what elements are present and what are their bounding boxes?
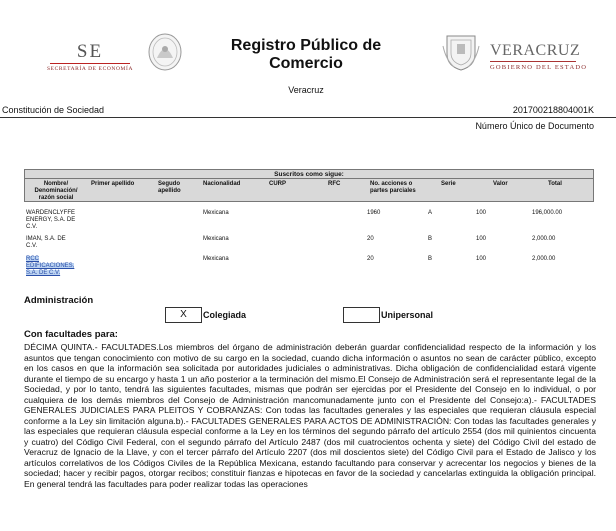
table-row	[26, 236, 66, 250]
veracruz-logo-name: VERACRUZ	[490, 42, 581, 59]
col-header-name-line: Nombre/	[43, 181, 69, 187]
veracruz-logo-divider	[490, 61, 576, 62]
col-header-name-line: Denominación/	[34, 188, 78, 194]
row-name-line: WARDENCLYFFE	[26, 210, 76, 216]
row-name-line: IMAN, S.A. DE	[26, 236, 66, 242]
row-shares: 1960	[367, 210, 381, 216]
col-header-shares	[370, 181, 416, 195]
se-logo-divider	[50, 63, 130, 64]
col-header-curp: CURP	[269, 181, 287, 187]
document-number-label: Número Único de Documento	[475, 121, 594, 131]
row-nationality: Mexicana	[203, 256, 229, 262]
col-header-name	[26, 181, 86, 202]
title-line-2: Comercio	[269, 55, 343, 72]
veracruz-logo-tagline: GOBIERNO DEL ESTADO	[490, 64, 588, 71]
col-header-shares-line: No. acciones o	[370, 181, 413, 187]
row-total: 2,000.00	[532, 236, 556, 242]
col-header-shares-line: partes parciales	[370, 188, 416, 194]
row-value: 100	[476, 210, 487, 216]
veracruz-coat-of-arms-icon	[442, 32, 480, 72]
row-name-line: C.V.	[26, 243, 38, 249]
row-name-line: S.A. DE C.V.	[26, 270, 61, 276]
state-name: Veracruz	[288, 85, 324, 95]
col-header-name-line: razón social	[38, 195, 74, 201]
collegiate-checkbox[interactable]: X	[165, 307, 202, 323]
veracruz-logo	[490, 42, 588, 71]
row-nationality: Mexicana	[203, 210, 229, 216]
powers-heading: Con facultades para:	[24, 329, 118, 340]
powers-text: DÉCIMA QUINTA.- FACULTADES.Los miembros del órgano de administración deberán guardar confidencialidad respecto de la información y los asuntos que tengan conocimiento con motivo de su cargo en la sociedad, cuando dicha información o asuntos no sean de carácter público, excepto en los casos en que la información sea solicitada por autoridades judiciales o administrativas. Dicha obligación de confidencialidad estará vigente durante el tiempo de su encargo y hasta 1 un año posterior a la terminación del mismo.El Consejo de Administración será el representante legal de la Sociedad, y por lo tanto, tendrá las siguientes facultades, mismas que podrán ser ejercidas por el Presidente del Consejo en lo individual, o por cualquiera de los demás miembros del Consejo de Administración mancomunadamente junto con el Presidente del Consejo:a).- FACULTADES GENERALES JUDICIALES PARA PLEITOS Y COBRANZAS: Con todas las facultades generales y las especiales que requieran cláusula especial conforme a la Ley sin limitación alguna.b).- FACULTADES GENERALES PARA ACTOS DE ADMINISTRACIÓN: Con todas las facultades generales y las especiales que requieran cláusula especial conforme a la Ley en los términos del segundo párrafo del artículo 2554 (dos mil quinientos cincuenta y cuatro) del Código Civil Federal, con el segundo párrafo del Artículo 2487 (dos mil cuatrocientos ochenta y siete) del Código Civil del estado de Veracruz de Ignacio de la Llave, y con el tercer párrafo del Artículo 2207 (dos mil doscientos siete) del Código Civil para el Estado de Jalisco y los artículos correlativos de los Códigos Civiles de la República Mexicana, estando facultando para conservar y acrecentar los negocios y bienes de la sociedad; hacer y recibir pagos, otorgar recibos; constituir fianzas e hipotecas en favor de la sociedad y cancelarlas extinguida la obligación principal. En general tendrá las facultades para poder realizar todas las operaciones	[24, 342, 596, 489]
row-shares: 20	[367, 236, 374, 242]
col-header-second-surname	[158, 181, 181, 195]
col-header-second-surname-line: apellido	[158, 188, 181, 194]
row-name-line: RCC	[26, 256, 39, 262]
collegiate-label: Colegiada	[203, 310, 247, 320]
se-logo-abbr: SE	[76, 41, 104, 62]
row-total: 2,000.00	[532, 256, 556, 262]
row-name-line: ENERGY, S.A. DE	[26, 217, 76, 223]
row-series: B	[428, 236, 433, 242]
se-logo-name: SECRETARÍA DE ECONOMÍA	[46, 66, 134, 72]
title-line-1: Registro Público de	[230, 37, 382, 54]
row-name-line: C.V.	[26, 224, 38, 230]
mexico-coat-of-arms-icon	[147, 32, 183, 72]
col-header-rfc: RFC	[328, 181, 341, 187]
subscribers-caption: Suscritos como sigue:	[274, 171, 344, 178]
row-total: 196,000.00	[532, 210, 563, 216]
table-row	[26, 256, 74, 277]
row-shares: 20	[367, 256, 374, 262]
document-number: 201700218804001K	[512, 105, 594, 115]
row-value: 100	[476, 236, 487, 242]
col-header-value: Valor	[493, 181, 508, 187]
col-header-nationality: Nacionalidad	[203, 181, 241, 187]
row-series: A	[428, 210, 433, 216]
subscribers-caption-divider	[24, 178, 594, 179]
administration-heading: Administración	[24, 295, 94, 306]
col-header-series: Serie	[441, 181, 456, 187]
document-type: Constitución de Sociedad	[2, 105, 105, 115]
row-nationality: Mexicana	[203, 236, 229, 242]
page-title	[212, 37, 400, 73]
col-header-second-surname-line: Segudo	[158, 181, 180, 187]
row-value: 100	[476, 256, 487, 262]
secretaria-economia-logo	[44, 42, 136, 72]
col-header-first-surname: Primer apellido	[91, 181, 135, 187]
single-admin-label: Unipersonal	[381, 310, 434, 320]
single-admin-checkbox[interactable]	[343, 307, 380, 323]
header-divider	[0, 117, 616, 118]
table-row	[26, 210, 75, 231]
row-name-line: EDIFICACIONES,	[26, 263, 75, 269]
row-series: B	[428, 256, 433, 262]
col-header-total: Total	[548, 181, 562, 187]
